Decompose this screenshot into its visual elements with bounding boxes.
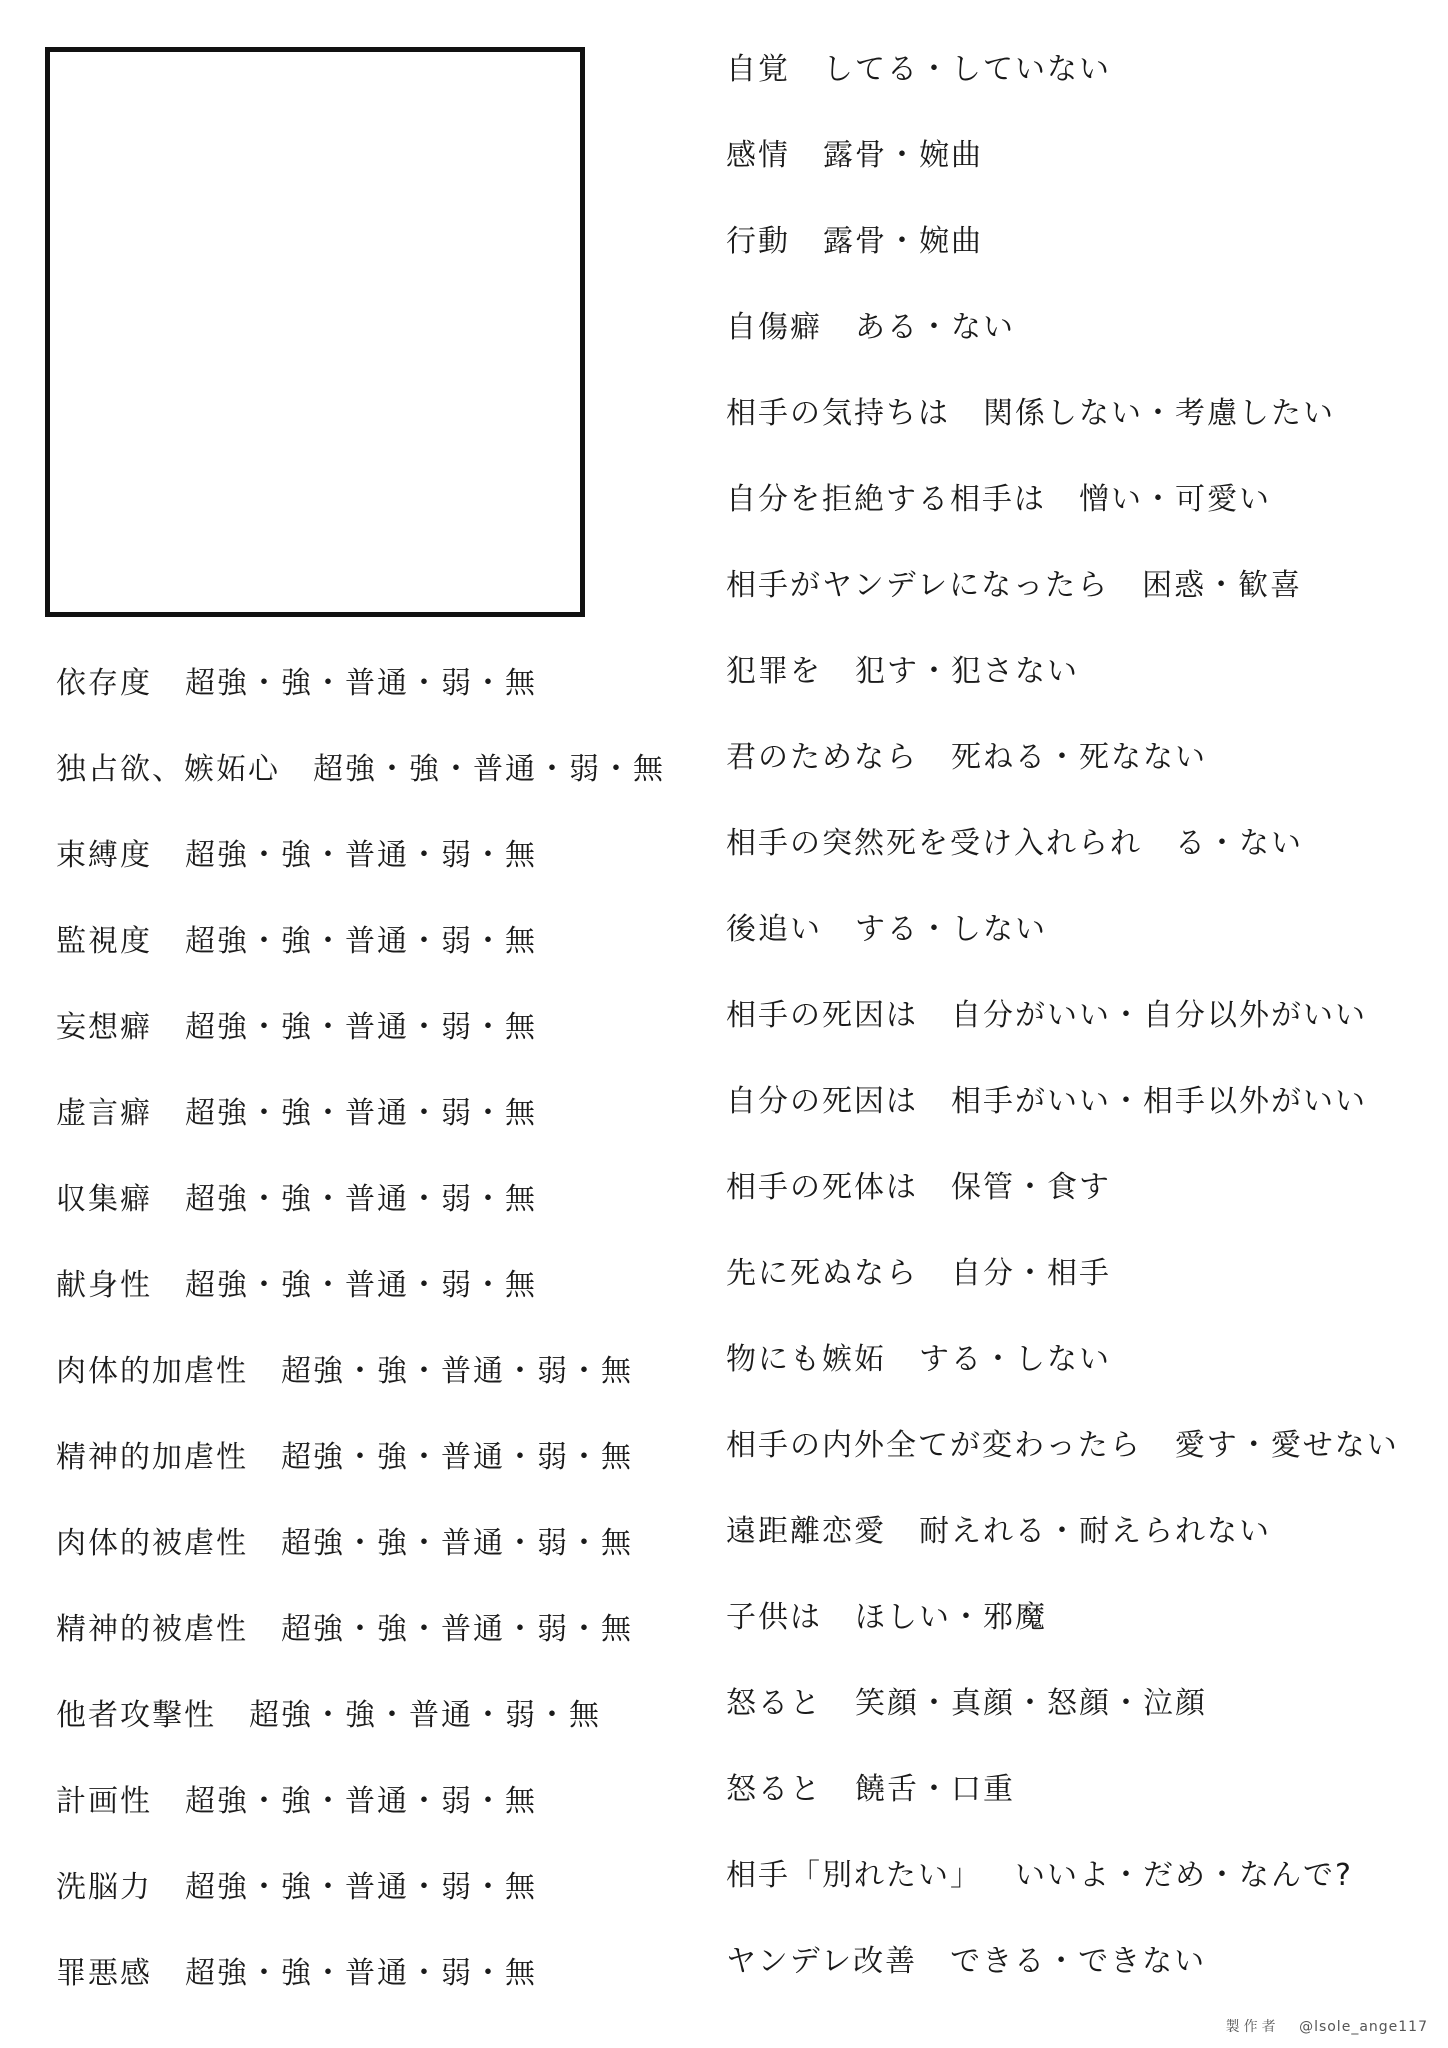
answer-options: 超強・強・普通・弱・無 [281,1440,633,1475]
question-row [726,1076,1436,1162]
question-label: 独占欲、嫉妬心 [56,752,280,787]
answer-options: 死ねる・死なない [951,740,1207,775]
question-row [726,904,1436,990]
question-label: 先に死ぬなら [726,1256,918,1291]
question-row [56,1690,696,1776]
answer-options: 超強・強・普通・弱・無 [185,1182,537,1217]
answer-options: 超強・強・普通・弱・無 [281,1526,633,1561]
question-label: 監視度 [56,924,152,959]
question-label: 犯罪を [726,654,822,689]
question-label: 精神的加虐性 [56,1440,248,1475]
answer-options: 自分・相手 [951,1256,1111,1291]
question-label: 相手の内外全てが変わったら [726,1428,1142,1463]
answer-options: いいよ・だめ・なんで? [1015,1858,1353,1893]
answer-options: 犯す・犯さない [855,654,1079,689]
question-row [726,44,1436,130]
question-label: 献身性 [56,1268,152,1303]
question-label: 精神的被虐性 [56,1612,248,1647]
question-row [56,1346,696,1432]
question-label: 相手がヤンデレになったら [726,568,1110,603]
question-row [726,560,1436,646]
question-row [56,1174,696,1260]
answer-options: 相手がいい・相手以外がいい [951,1084,1367,1119]
answer-options: ほしい・邪魔 [855,1600,1047,1635]
answer-options: 超強・強・普通・弱・無 [185,924,537,959]
answer-options: 超強・強・普通・弱・無 [185,1870,537,1905]
question-label: 相手「別れたい」 [726,1858,982,1893]
question-row [726,1334,1436,1420]
question-row [56,1260,696,1346]
question-row [56,1432,696,1518]
question-label: 相手の突然死を受け入れられ [726,826,1142,861]
question-row [726,302,1436,388]
answer-options: 超強・強・普通・弱・無 [249,1698,601,1733]
question-label: 君のためなら [726,740,918,775]
question-row [726,1678,1436,1764]
question-row [726,1850,1436,1936]
portrait-frame [45,47,585,617]
answer-options: 露骨・婉曲 [823,138,983,173]
question-row [726,130,1436,216]
answer-options: 超強・強・普通・弱・無 [281,1612,633,1647]
answer-options: できる・できない [950,1944,1207,1979]
question-row [56,1948,696,2034]
question-label: 後追い [726,912,822,947]
answer-options: 困惑・歓喜 [1142,568,1303,603]
question-label: 物にも嫉妬 [726,1342,886,1377]
question-label: 怒ると [726,1686,822,1721]
question-label: 怒ると [726,1772,822,1807]
answer-options: 超強・強・普通・弱・無 [185,1096,537,1131]
answer-options: 饒舌・口重 [855,1772,1015,1807]
question-label: 自分を拒絶する相手は [726,482,1046,517]
answer-options: 超強・強・普通・弱・無 [313,752,665,787]
question-label: 罪悪感 [56,1956,152,1991]
answer-options: 超強・強・普通・弱・無 [281,1354,633,1389]
question-row [56,1776,696,1862]
question-row [726,818,1436,904]
question-row [726,216,1436,302]
question-row [726,1592,1436,1678]
answer-options: 関係しない・考慮したい [983,396,1335,431]
question-row [726,388,1436,474]
question-row [56,916,696,1002]
answer-options: 耐えれる・耐えられない [919,1514,1271,1549]
answer-options: 自分がいい・自分以外がいい [951,998,1367,1033]
question-row [726,1506,1436,1592]
question-row [726,990,1436,1076]
answer-options: してる・していない [823,52,1111,87]
question-row [56,1002,696,1088]
question-label: 子供は [726,1600,822,1635]
question-row [56,1862,696,1948]
credit-handle: @lsole_ange117 [1299,2019,1428,2035]
question-label: 行動 [726,224,790,259]
answer-options: 笑顔・真顔・怒顔・泣顔 [855,1686,1207,1721]
answer-options: 憎い・可愛い [1079,482,1271,517]
question-label: 自覚 [726,52,790,87]
question-label: 自分の死因は [726,1084,918,1119]
question-label: 肉体的被虐性 [56,1526,248,1561]
question-row [56,744,696,830]
answer-options: 超強・強・普通・弱・無 [185,1956,537,1991]
answer-options: する・しない [855,912,1047,947]
question-label: 洗脳力 [56,1870,152,1905]
left-question-list [56,658,696,2034]
question-row [726,1162,1436,1248]
question-label: 相手の死体は [726,1170,918,1205]
question-row [726,646,1436,732]
question-label: 相手の気持ちは [726,396,950,431]
question-label: 遠距離恋愛 [726,1514,886,1549]
answer-options: 露骨・婉曲 [823,224,983,259]
question-label: ヤンデレ改善 [726,1944,918,1979]
answer-options: する・しない [919,1342,1111,1377]
question-row [56,1518,696,1604]
question-label: 束縛度 [56,838,152,873]
right-question-list [726,44,1436,2022]
answer-options: る・ない [1175,826,1303,861]
question-label: 自傷癖 [726,310,822,345]
answer-options: 超強・強・普通・弱・無 [185,1784,537,1819]
answer-options: 超強・強・普通・弱・無 [185,838,537,873]
question-row [726,1248,1436,1334]
question-label: 依存度 [56,666,152,701]
question-row [56,830,696,916]
answer-options: ある・ない [855,310,1015,345]
answer-options: 保管・食す [951,1170,1111,1205]
question-row [56,1604,696,1690]
question-row [56,658,696,744]
answer-options: 超強・強・普通・弱・無 [185,1268,537,1303]
question-label: 感情 [726,138,790,173]
answer-options: 超強・強・普通・弱・無 [185,666,537,701]
question-label: 収集癖 [56,1182,152,1217]
credit-role: 製作者 [1225,2019,1280,2035]
question-label: 妄想癖 [56,1010,152,1045]
question-label: 肉体的加虐性 [56,1354,248,1389]
question-row [726,1764,1436,1850]
question-row [56,1088,696,1174]
question-row [726,1936,1436,2022]
question-label: 虚言癖 [56,1096,152,1131]
answer-options: 愛す・愛せない [1174,1428,1399,1463]
creator-credit [1226,2016,1428,2036]
question-label: 他者攻撃性 [56,1698,216,1733]
question-label: 計画性 [56,1784,152,1819]
question-row [726,474,1436,560]
question-label: 相手の死因は [726,998,918,1033]
question-row [726,1420,1436,1506]
question-row [726,732,1436,818]
answer-options: 超強・強・普通・弱・無 [185,1010,537,1045]
